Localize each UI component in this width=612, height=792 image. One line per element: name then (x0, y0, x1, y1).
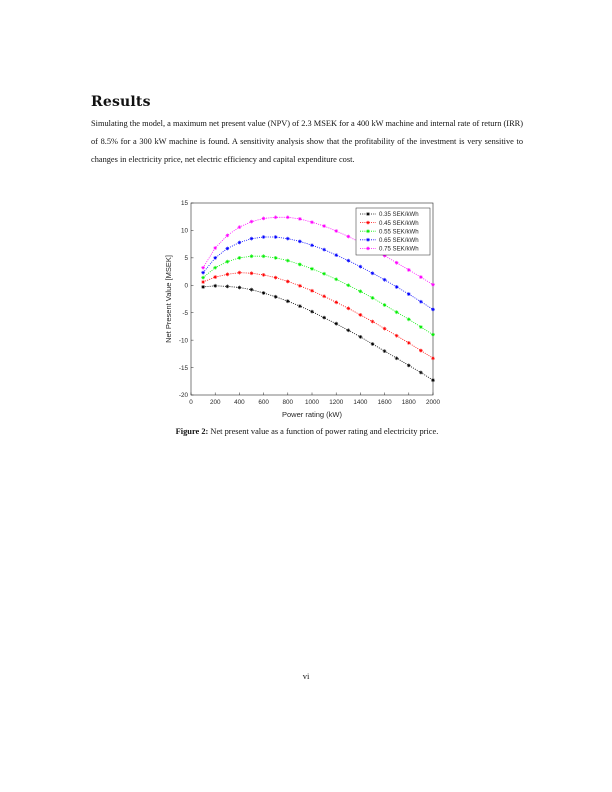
y-tick-label: -5 (182, 309, 188, 317)
legend-label: 0.75 SEK/kWh (379, 245, 419, 253)
x-tick-label: 1600 (377, 399, 392, 406)
y-tick-label: 15 (180, 200, 188, 208)
caption-label: Figure 2: (175, 427, 209, 436)
y-tick-label: -15 (178, 364, 188, 372)
x-tick-label: 1400 (353, 399, 368, 406)
x-tick-label: 600 (258, 399, 269, 406)
chart-svg (160, 195, 450, 420)
x-tick-label: 800 (282, 399, 294, 406)
page-number: vi (302, 671, 310, 681)
legend-label: 0.65 SEK/kWh (379, 237, 419, 244)
y-tick-label: 0 (184, 282, 188, 290)
x-tick-label: 2000 (425, 399, 441, 406)
legend (356, 208, 430, 255)
y-tick-label: 10 (180, 227, 188, 235)
legend-label: 0.45 SEK/kWh (379, 219, 419, 227)
y-tick-label: -20 (178, 392, 188, 400)
x-tick-label: 1000 (304, 399, 320, 406)
figure-caption (91, 427, 523, 436)
y-axis-label: Net Present Value [MSEK] (164, 255, 173, 343)
x-tick-label: 400 (234, 399, 245, 406)
y-tick-label: 5 (184, 255, 188, 263)
npv-chart (160, 195, 450, 420)
results-paragraph: Simulating the model, a maximum net present value (NPV) of 2.3 MSEK for a 400 kW machine and internal rate of return (IRR) of 8.5% for a 300 kW machine is found. A sensitivity analysis show that the profitability of the investment is very sensitive to changes in electricity price, net electric efficiency and capital expenditure cost. (91, 119, 523, 165)
section-heading: Results (91, 94, 151, 110)
legend-label: 0.55 SEK/kWh (379, 228, 419, 236)
caption-text: Net present value as a function of power rating and electricity price. (210, 427, 439, 436)
legend-label: 0.35 SEK/kWh (379, 211, 419, 219)
y-tick-label: -10 (178, 337, 188, 345)
x-tick-label: 0 (189, 399, 193, 406)
x-tick-label: 1200 (329, 399, 344, 406)
x-tick-label: 200 (209, 399, 221, 406)
x-axis-label: Power rating (kW) (281, 410, 343, 419)
x-tick-label: 1800 (401, 399, 416, 406)
